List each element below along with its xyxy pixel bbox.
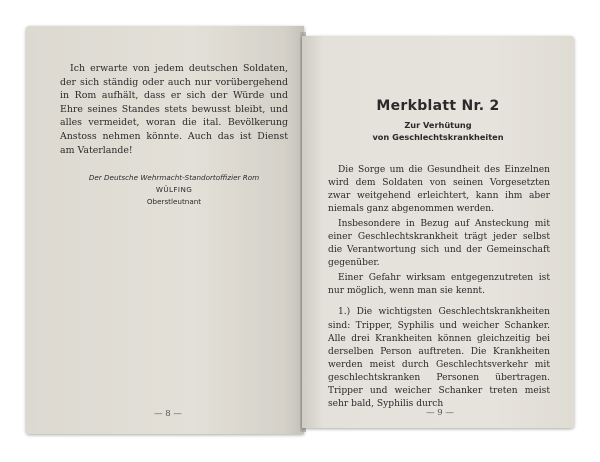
paragraph-2: Insbesondere in Bezug auf Ansteckung mit einer Geschlechtskrankheit trägt jeder selbst die Verantwortung sich und der Gemeinschaft gegenüber. — [328, 219, 550, 269]
page-subtitle — [302, 119, 574, 143]
right-page-text — [328, 164, 550, 411]
page-title: Merkblatt Nr. 2 — [376, 98, 500, 114]
subtitle-line-1: Zur Verhütung — [404, 120, 472, 130]
page-number-left: — 8 — — [154, 409, 182, 419]
paragraph-1: Die Sorge um die Gesundheit des Einzelnen wird dem Soldaten von seinen Vorgesetzten zwar weitgehend erleichtert, kann ihm aber niemals ganz abgenommen werden. — [328, 165, 550, 215]
right-page — [302, 36, 574, 428]
signature-rank: Oberstleutnant — [146, 197, 202, 207]
left-page-text — [60, 62, 288, 157]
signature-name: WÜLFING — [155, 185, 193, 195]
subtitle-line-2: von Geschlechtskrankheiten — [372, 132, 504, 142]
signature-title: Der Deutsche Wehrmacht-Standortoffizier Rom — [88, 173, 260, 182]
left-page — [26, 26, 304, 434]
paragraph-3: Einer Gefahr wirksam entgegenzutreten ist nur möglich, wenn man sie kennt. — [328, 273, 550, 297]
left-page-paragraph: Ich erwarte von jedem deutschen Soldaten, der sich ständig oder auch nur vorübergehend in Rom aufhält, dass er sich der Würde und Ehre seines Standes stets bewusst bleibt, und alles vermeidet, woran die ital. Bevölkerung Anstoss nehmen könnte. Auch das ist Dienst am Vaterlande! — [60, 63, 288, 156]
paragraph-4: 1.) Die wichtigsten Geschlechtskrankheiten sind: Tripper, Syphilis und weicher Schanker. Alle drei Krankheiten können gleichzeitig bei derselben Person auftreten. Die Krankheiten werden meist durch Geschlechtsverkehr mit geschlechtskranken Personen übertragen. Tripper und weicher Schanker treten meist sehr bald, Syphilis durch — [328, 307, 550, 409]
open-booklet — [20, 22, 580, 440]
page-number-right: — 9 — — [426, 408, 454, 418]
signature-block — [46, 172, 302, 209]
